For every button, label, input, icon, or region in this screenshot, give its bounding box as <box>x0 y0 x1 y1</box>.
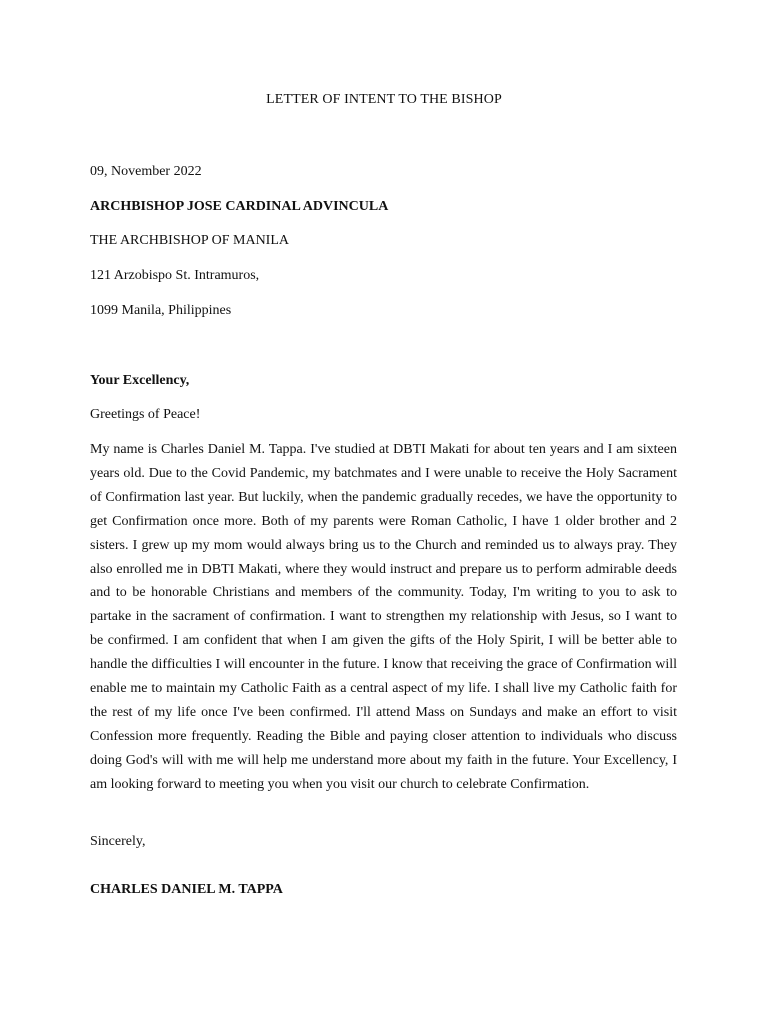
signature-name: CHARLES DANIEL M. TAPPA <box>90 882 283 897</box>
closing: Sincerely, <box>90 834 146 849</box>
recipient-name: ARCHBISHOP JOSE CARDINAL ADVINCULA <box>90 199 389 214</box>
recipient-address-line2: 1099 Manila, Philippines <box>90 303 232 318</box>
letter-date: 09, November 2022 <box>90 164 202 179</box>
letter-title: LETTER OF INTENT TO THE BISHOP <box>266 92 502 107</box>
letter-body: My name is Charles Daniel M. Tappa. I've studied at DBTI Makati for about ten years and I am sixteen years old. Due to the Covid Pandemic, my batchmates and I were unable to receive the Holy Sacrament of Confirmation last year. But luckily, when the pandemic gradually recedes, we have the opportunity to get Confirmation once more. Both of my parents were Roman Catholic, I have 1 older brother and 2 sisters. I grew up my mom would always bring us to the Church and reminded us to always pray. They also enrolled me in DBTI Makati, where they would instruct and prepare us to perform admirable deeds and to be honorable Christians and members of the community. Today, I'm writing to you to ask to partake in the sacrament of confirmation. I want to strengthen my relationship with Jesus, so I want to be confirmed. I am confident that when I am given the gifts of the Holy Spirit, I will be better able to handle the difficulties I will encounter in the future. I know that receiving the grace of Confirmation will enable me to maintain my Catholic Faith as a central aspect of my life. I shall live my Catholic faith for the rest of my life once I've been confirmed. I'll attend Mass on Sundays and make an effort to visit Confession more frequently. Reading the Bible and paying closer attention to individuals who discuss doing God's will with me will help me understand more about my faith in the future. Your Excellency, I am looking forward to meeting you when you visit our church to celebrate Confirmation. <box>90 442 677 792</box>
recipient-title: THE ARCHBISHOP OF MANILA <box>90 233 290 248</box>
greeting: Greetings of Peace! <box>90 407 201 422</box>
salutation: Your Excellency, <box>90 373 190 388</box>
recipient-address-line1: 121 Arzobispo St. Intramuros, <box>90 268 260 283</box>
